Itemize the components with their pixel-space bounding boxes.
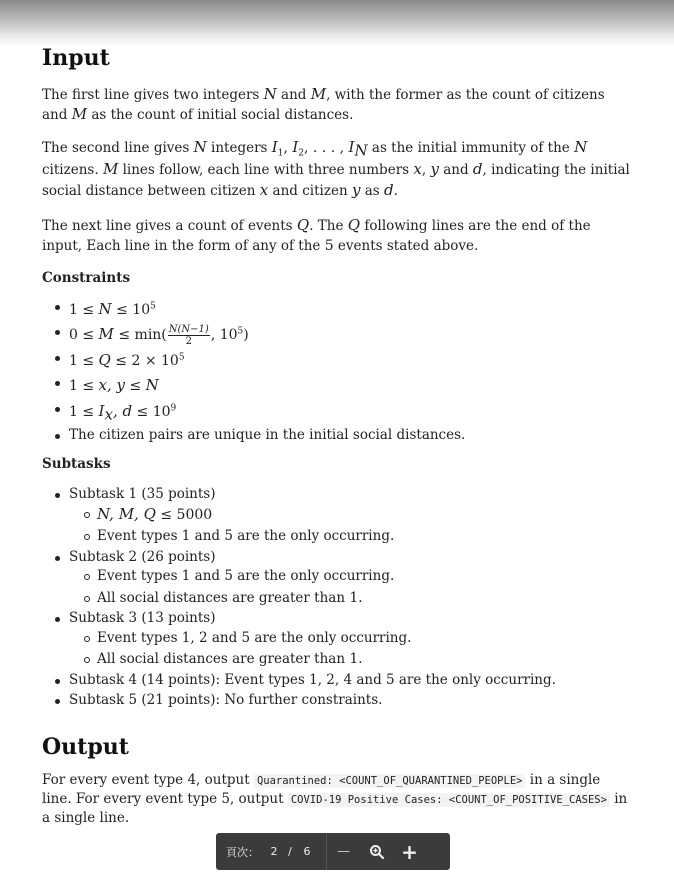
subtask-1: Subtask 1 (35 points) N, M, Q ≤ 5000 Event types 1 and 5 are the only occurring. xyxy=(42,485,632,547)
subtask-1-events: Event types 1 and 5 are the only occurring. xyxy=(69,527,632,547)
subtask-3-distance: All social distances are greater than 1. xyxy=(69,650,632,670)
subtask-3: Subtask 3 (13 points) Event types 1, 2 and 5 are the only occurring. All social distances are greater than 1. xyxy=(42,609,632,670)
constraint-xy: 1 ≤ x, y ≤ N xyxy=(42,373,632,399)
subtask-2-distance: All social distances are greater than 1. xyxy=(69,589,632,609)
subtask-1-details xyxy=(69,505,632,547)
subtask-2-details xyxy=(69,567,632,608)
constraint-m: 0 ≤ M ≤ min( $\frac{N(N-1)}{2}$ , $10^5$) xyxy=(42,322,632,348)
positive-cases-format: COVID-19 Positive Cases: <COUNT_OF_POSITIVE_CASES> xyxy=(288,793,610,807)
zoom-out-button[interactable] xyxy=(327,833,360,870)
input-heading: Input xyxy=(42,45,110,71)
subtask-3-details xyxy=(69,629,632,670)
subtask-4: Subtask 4 (14 points): Event types 1, 2, 4 and 5 are the only occurring. xyxy=(42,671,632,691)
input-paragraph-2: The second line gives N integers $I_1$, $I_2$, . . . , $I_N$ as the initial immunity of the N citizens. M lines follow, each line with three numbers x, y and d, indicating the initial social distance between citizen x and citizen y as d. xyxy=(42,138,630,199)
minus-icon: — xyxy=(337,844,350,859)
zoom-button[interactable] xyxy=(360,833,393,870)
constraint-id: $1 \le I_x$, $d \le 10^9$ xyxy=(42,399,632,425)
fraction: $\frac{N(N-1)}{2}$ xyxy=(168,324,209,347)
constraints-list xyxy=(42,297,632,446)
quarantined-format: Quarantined: <COUNT_OF_QUARANTINED_PEOPLE> xyxy=(254,774,526,788)
total-pages: 6 xyxy=(303,845,311,858)
subtask-5: Subtask 5 (21 points): No further constraints. xyxy=(42,691,632,711)
document-page xyxy=(42,44,632,827)
subtask-2: Subtask 2 (26 points) Event types 1 and 5 are the only occurring. All social distances are greater than 1. xyxy=(42,548,632,609)
subtasks-heading: Subtasks xyxy=(42,456,111,472)
page-label: 頁次： xyxy=(226,845,259,859)
constraints-heading: Constraints xyxy=(42,269,131,286)
page-navigator xyxy=(216,833,450,870)
output-paragraph: For every event type 4, output Quarantined: <COUNT_OF_QUARANTINED_PEOPLE> in a single line. For every event type 5, output COVID-19 Positive Cases: <COUNT_OF_POSITIVE_CASES> in a single line. xyxy=(42,771,628,826)
viewer-top-shadow xyxy=(0,0,674,46)
input-paragraph-3: The next line gives a count of events Q. The Q following lines are the end of the input, Each line in the form of any of the 5 events stated above. xyxy=(42,215,591,254)
input-paragraph-1: The first line gives two integers N and M, with the former as the count of citizens and M as the count of initial social distances. xyxy=(42,85,605,123)
subtasks-list xyxy=(42,485,632,711)
zoom-in-button[interactable] xyxy=(393,833,426,870)
subtask-3-events: Event types 1, 2 and 5 are the only occurring. xyxy=(69,629,632,649)
output-heading: Output xyxy=(42,733,129,760)
constraint-q: $1 \le Q \le 2 \times 10^5$ xyxy=(42,348,632,374)
page-separator: / xyxy=(288,845,292,858)
constraint-n: $1 \le N \le 10^5$ xyxy=(42,297,632,323)
magnifier-icon xyxy=(369,844,385,860)
subtask-1-limit: N, M, Q ≤ 5000 xyxy=(69,505,632,526)
subtask-2-events: Event types 1 and 5 are the only occurring. xyxy=(69,567,632,587)
plus-icon: + xyxy=(401,839,418,864)
current-page-input[interactable]: 2 xyxy=(270,845,278,858)
constraint-unique: The citizen pairs are unique in the initial social distances. xyxy=(42,426,632,445)
